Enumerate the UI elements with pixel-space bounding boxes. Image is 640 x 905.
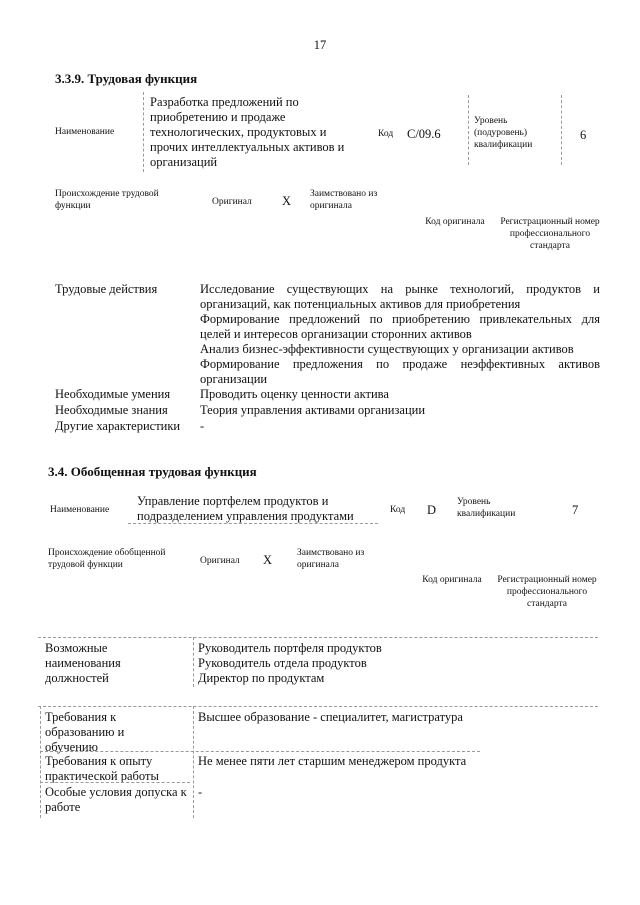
gtf-code-value: D (427, 503, 437, 517)
gtf-reg-number-label: Регистрационный номер профессионального стандарта (497, 575, 597, 609)
tf-code-label: Код (378, 129, 394, 139)
tf-original-label: Оригинал (212, 197, 252, 207)
gtf-education-label: Требования к образованию и обучению (45, 710, 125, 754)
tf-action-item: Анализ бизнес-эффективности существующих у организации активов (200, 342, 574, 356)
tf-level-label: Уровень (подуровень) квалификации (474, 116, 533, 150)
gtf-original-mark: X (263, 553, 273, 567)
page-number: 17 (313, 38, 327, 52)
tf-skills-value: Проводить оценку ценности актива (200, 387, 389, 401)
tf-other-value: - (200, 419, 205, 433)
tf-actions-list (200, 282, 600, 387)
tf-action-item: Формирование предложения по продаже неэффективных активов организации (200, 357, 600, 386)
tf-borrowed-label: Заимствовано из оригинала (310, 189, 378, 211)
gtf-education-value: Высшее образование - специалитет, магистратура (198, 710, 463, 724)
gtf-orig-code-label: Код оригинала (422, 575, 482, 585)
tf-original-mark: X (282, 194, 292, 208)
gtf-admission-value: - (198, 785, 203, 799)
gtf-level-label: Уровень квалификации (457, 497, 516, 519)
gtf-positions-list (198, 641, 382, 686)
tf-name-value: Разработка предложений по приобретению и продаже технологических, продуктовых и прочих интеллектуальных активов и организаций (150, 95, 345, 169)
gtf-position-item: Руководитель портфеля продуктов (198, 641, 382, 655)
section-heading-tf: 3.3.9. Трудовая функция (55, 71, 198, 86)
gtf-experience-label: Требования к опыту практической работы (45, 754, 159, 783)
gtf-positions-label: Возможные наименования должностей (45, 641, 121, 685)
gtf-name-value: Управление портфелем продуктов и подразделением управления продуктами (137, 494, 354, 523)
tf-name-label: Наименование (55, 127, 115, 137)
tf-origin-label: Происхождение трудовой функции (55, 189, 159, 211)
gtf-code-label: Код (390, 505, 406, 515)
gtf-level-value: 7 (572, 503, 579, 517)
gtf-borrowed-label: Заимствовано из оригинала (297, 548, 365, 570)
tf-skills-label: Необходимые умения (55, 387, 171, 401)
tf-other-label: Другие характеристики (55, 419, 181, 433)
tf-knowledge-value: Теория управления активами организации (200, 403, 426, 417)
tf-action-item: Исследование существующих на рынке технологий, продуктов и организаций, как потенциальных активов для приобретения (200, 282, 600, 311)
tf-knowledge-label: Необходимые знания (55, 403, 168, 417)
tf-actions-label: Трудовые действия (55, 282, 158, 296)
gtf-position-item: Директор по продуктам (198, 671, 325, 685)
gtf-origin-label: Происхождение обобщенной трудовой функции (48, 548, 166, 570)
tf-action-item: Формирование предложений по приобретению привлекательных для целей и интересов организации сторонних активов (200, 312, 600, 341)
gtf-original-label: Оригинал (200, 556, 240, 566)
tf-reg-number-label: Регистрационный номер профессионального стандарта (500, 217, 600, 251)
gtf-position-item: Руководитель отдела продуктов (198, 656, 367, 670)
gtf-name-label: Наименование (50, 505, 110, 515)
tf-orig-code-label: Код оригинала (425, 217, 485, 227)
gtf-admission-label: Особые условия допуска к работе (45, 785, 187, 814)
tf-code-value: C/09.6 (407, 127, 441, 141)
section-heading-gtf: 3.4. Обобщенная трудовая функция (48, 464, 257, 479)
gtf-experience-value: Не менее пяти лет старшим менеджером продукта (198, 754, 467, 768)
tf-level-value: 6 (580, 128, 587, 142)
